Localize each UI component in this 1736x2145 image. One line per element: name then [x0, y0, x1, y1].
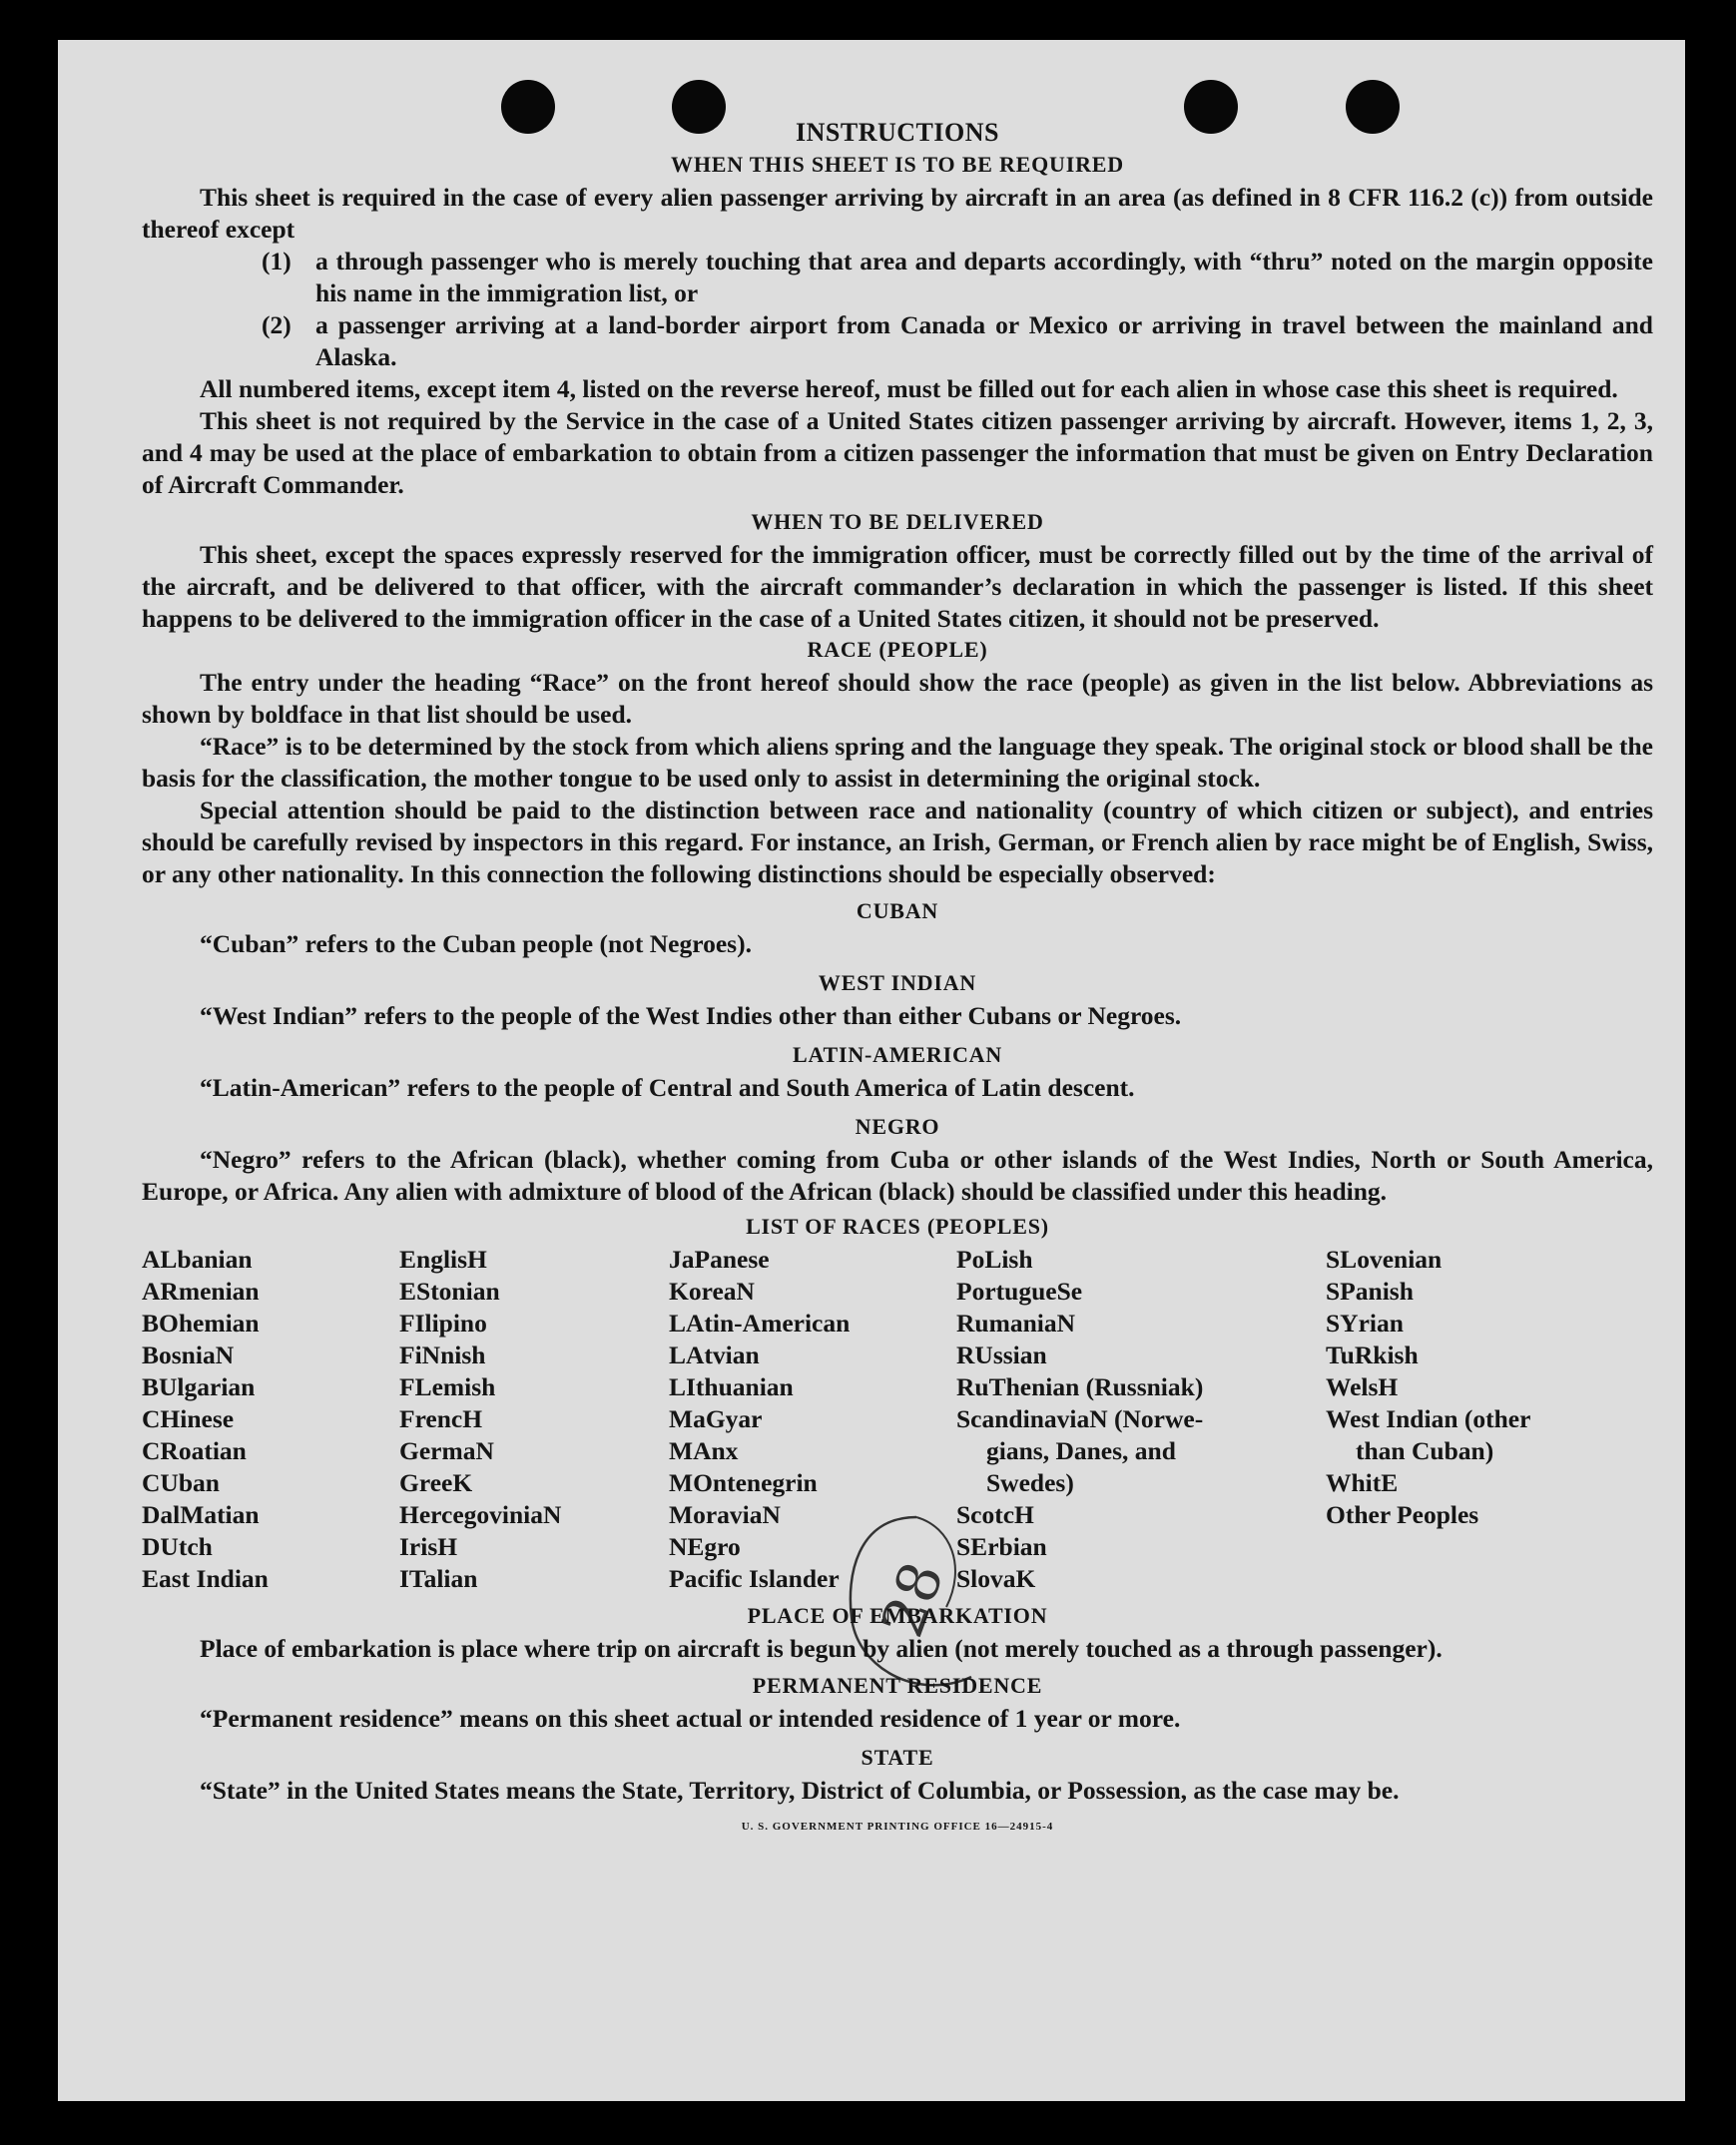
race-entry: ITalian	[399, 1564, 478, 1593]
race-list	[142, 1244, 1653, 1595]
race-entry: EStonian	[399, 1277, 500, 1306]
race-column	[956, 1244, 1326, 1595]
race-column	[669, 1244, 956, 1595]
race-entry: HercegoviniaN	[399, 1500, 562, 1529]
paragraph: “West Indian” refers to the people of the West Indies other than either Cubans or Negroes.	[200, 1001, 1182, 1030]
race-entry: CRoatian	[142, 1436, 247, 1465]
paragraph: Place of embarkation is place where trip on aircraft is begun by alien (not merely touched as a through passenger).	[200, 1634, 1443, 1663]
race-entry: PortugueSe	[956, 1277, 1083, 1306]
race-entry: Other Peoples	[1326, 1500, 1479, 1529]
race-entry: ScandinaviaN (Norwe-	[956, 1404, 1204, 1433]
section-heading-residence: PERMANENT RESIDENCE	[752, 1673, 1043, 1698]
race-entry: RuThenian (Russniak)	[956, 1372, 1204, 1401]
race-entry: SLovenian	[1326, 1245, 1443, 1274]
race-entry: ARmenian	[142, 1277, 260, 1306]
list-item	[142, 309, 1653, 373]
race-entry: Swedes)	[986, 1468, 1074, 1497]
race-entry: TuRkish	[1326, 1341, 1419, 1369]
paragraph: “State” in the United States means the State, Territory, District of Columbia, or Possession, as the case may be.	[200, 1776, 1400, 1805]
race-entry: RUssian	[956, 1341, 1047, 1369]
race-entry: RumaniaN	[956, 1309, 1076, 1338]
race-entry: MOntenegrin	[669, 1468, 818, 1497]
race-entry: than Cuban)	[1356, 1436, 1494, 1465]
paragraph: “Cuban” refers to the Cuban people (not Negroes).	[200, 929, 752, 958]
race-entry: FIlipino	[399, 1309, 487, 1338]
paragraph: This sheet is required in the case of every alien passenger arriving by aircraft in an area (as defined in 8 CFR 116.2 (c)) from outside thereof except	[142, 183, 1653, 244]
page-title: INSTRUCTIONS	[796, 118, 999, 147]
race-entry: BOhemian	[142, 1309, 260, 1338]
race-entry: GermaN	[399, 1436, 494, 1465]
race-column	[1326, 1244, 1625, 1595]
section-heading-embarkation: PLACE OF EMBARKATION	[747, 1603, 1048, 1628]
race-entry: SlovaK	[956, 1564, 1036, 1593]
race-entry: ScotcH	[956, 1500, 1034, 1529]
item-text: a through passenger who is merely touching that area and departs accordingly, with “thru” noted on the margin opposite his name in the immigration list, or	[315, 247, 1653, 307]
section-heading-race-list: LIST OF RACES (PEOPLES)	[746, 1214, 1049, 1239]
stamp-number: 28	[868, 1553, 957, 1646]
item-number: (1)	[262, 247, 291, 275]
section-heading-state: STATE	[861, 1745, 934, 1770]
race-column	[399, 1244, 669, 1595]
list-item	[142, 246, 1653, 309]
section-heading-cuban: CUBAN	[856, 898, 939, 923]
race-entry: DalMatian	[142, 1500, 260, 1529]
paragraph: The entry under the heading “Race” on the front hereof should show the race (people) as given in the list below. Abbreviations as shown by boldface in that list should be used.	[142, 668, 1653, 729]
race-entry: West Indian (other	[1326, 1404, 1531, 1433]
race-entry: BosniaN	[142, 1341, 235, 1369]
race-entry: FrencH	[399, 1404, 483, 1433]
race-entry: SPanish	[1326, 1277, 1414, 1306]
race-entry: NEgro	[669, 1532, 741, 1561]
paragraph: All numbered items, except item 4, listed on the reverse hereof, must be filled out for each alien in whose case this sheet is required.	[200, 374, 1618, 403]
document-page	[58, 40, 1685, 2101]
section-heading-west-indian: WEST INDIAN	[818, 970, 977, 995]
race-entry: GreeK	[399, 1468, 473, 1497]
race-entry: KoreaN	[669, 1277, 755, 1306]
paragraph: “Negro” refers to the African (black), whether coming from Cuba or other islands of the West Indies, North or South America, Europe, or Africa. Any alien with admixture of blood of the African (black) should be classified under this heading.	[142, 1145, 1653, 1206]
race-entry: IrisH	[399, 1532, 458, 1561]
race-entry: gians, Danes, and	[986, 1436, 1176, 1465]
printing-office-footer: U. S. GOVERNMENT PRINTING OFFICE 16—24915-4	[741, 1821, 1054, 1833]
instructions-content	[142, 118, 1653, 1833]
paragraph: This sheet, except the spaces expressly reserved for the immigration officer, must be correctly filled out by the time of the arrival of the aircraft, and be delivered to that officer, with the aircraft commander’s declaration in which the passenger is listed. If this sheet happens to be delivered to the immigration officer in the case of a United States citizen, it should not be preserved.	[142, 540, 1653, 633]
section-heading-negro: NEGRO	[855, 1114, 940, 1139]
section-heading-race: RACE (PEOPLE)	[807, 637, 988, 662]
race-entry: MoraviaN	[669, 1500, 781, 1529]
race-entry: FLemish	[399, 1372, 496, 1401]
race-entry: CHinese	[142, 1404, 235, 1433]
race-entry: Pacific Islander	[669, 1564, 840, 1593]
race-entry: FiNnish	[399, 1341, 486, 1369]
race-entry: SYrian	[1326, 1309, 1404, 1338]
paragraph: “Latin-American” refers to the people of Central and South America of Latin descent.	[200, 1073, 1135, 1102]
paragraph: This sheet is not required by the Service in the case of a United States citizen passenger arriving by aircraft. However, items 1, 2, 3, and 4 may be used at the place of embarkation to obtain from a citizen passenger the information that must be given on Entry Declaration of Aircraft Commander.	[142, 406, 1653, 499]
item-number: (2)	[262, 310, 291, 339]
race-entry: East Indian	[142, 1564, 269, 1593]
race-entry: MAnx	[669, 1436, 739, 1465]
section-heading-required: WHEN THIS SHEET IS TO BE REQUIRED	[671, 152, 1124, 177]
section-heading-delivered: WHEN TO BE DELIVERED	[751, 509, 1044, 534]
paragraph: “Race” is to be determined by the stock from which aliens spring and the language they speak. The original stock or blood shall be the basis for the classification, the mother tongue to be used only to assist in determining the original stock.	[142, 732, 1653, 793]
race-entry: LAtvian	[669, 1341, 760, 1369]
race-entry: LAtin-American	[669, 1309, 851, 1338]
race-entry: WhitE	[1326, 1468, 1399, 1497]
race-entry: EnglisH	[399, 1245, 487, 1274]
race-entry: MaGyar	[669, 1404, 763, 1433]
race-entry: JaPanese	[669, 1245, 770, 1274]
race-column	[142, 1244, 399, 1595]
race-entry: LIthuanian	[669, 1372, 794, 1401]
race-entry: CUban	[142, 1468, 220, 1497]
paragraph: Special attention should be paid to the distinction between race and nationality (country of which citizen or subject), and entries should be carefully revised by inspectors in this regard. For instance, an Irish, German, or French alien by race might be of English, Swiss, or any other nationality. In this connection the following distinctions should be especially observed:	[142, 796, 1653, 888]
race-entry: WelsH	[1326, 1372, 1399, 1401]
section-heading-latin-american: LATIN-AMERICAN	[792, 1042, 1003, 1067]
race-entry: DUtch	[142, 1532, 213, 1561]
paragraph: “Permanent residence” means on this sheet actual or intended residence of 1 year or more.	[200, 1704, 1181, 1733]
race-entry: BUlgarian	[142, 1372, 256, 1401]
race-entry: SErbian	[956, 1532, 1047, 1561]
race-entry: PoLish	[956, 1245, 1033, 1274]
item-text: a passenger arriving at a land-border airport from Canada or Mexico or arriving in travel between the mainland and Alaska.	[315, 310, 1653, 371]
race-entry: ALbanian	[142, 1245, 253, 1274]
